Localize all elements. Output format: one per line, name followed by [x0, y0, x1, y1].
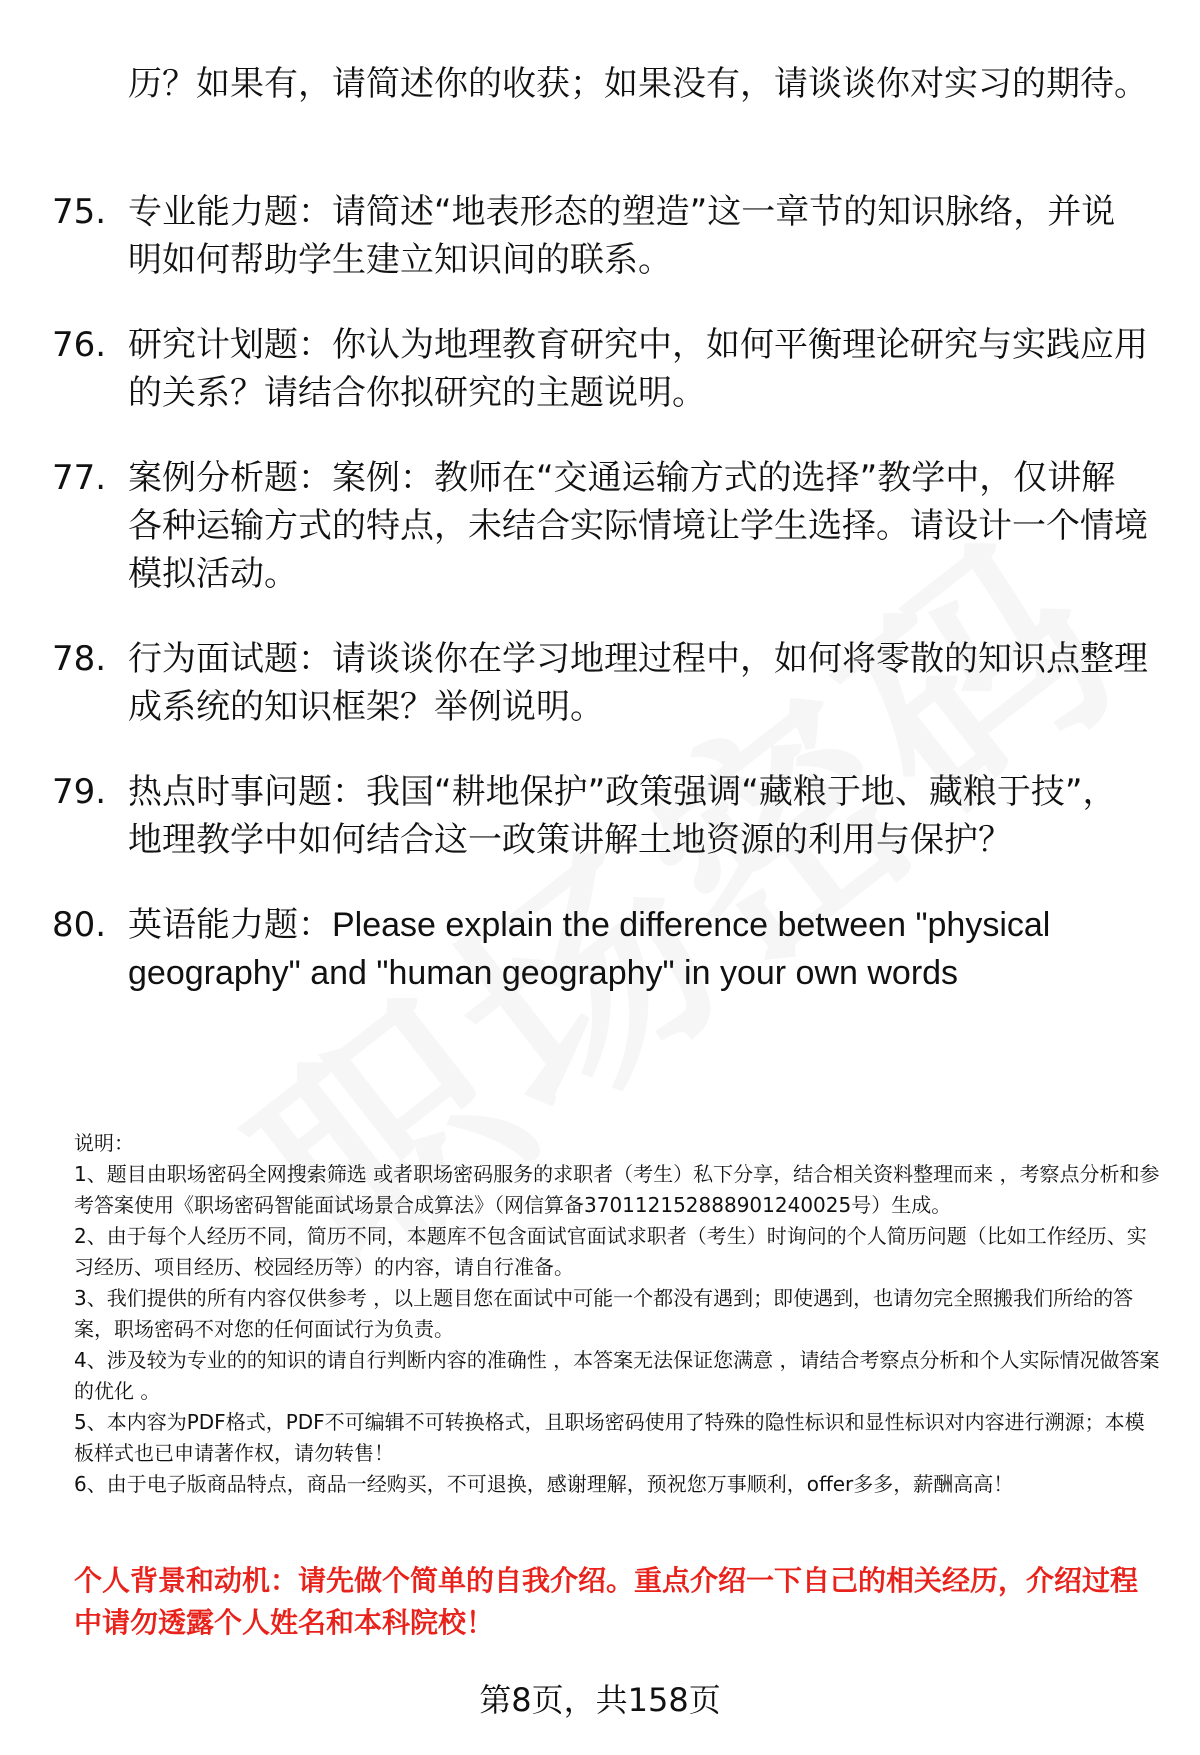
note-item: 1、题目由职场密码全网搜索筛选 或者职场密码服务的求职者（考生）私下分享，结合相关资料整理而来 ，考察点分析和参考答案使用《职场密码智能面试场景合成算法》（网信算备370112152888901240025号）生成。 — [74, 1162, 1160, 1217]
question-text: 专业能力题：请简述“地表形态的塑造”这一章节的知识脉络，并说明如何帮助学生建立知识间的联系。 — [128, 192, 1116, 280]
page-footer — [0, 1678, 1200, 1722]
question-text: 英语能力题：Please explain the difference between "physical geography" and "human geography" in your own words — [128, 906, 1051, 992]
question-item — [52, 768, 1148, 864]
question-item — [52, 188, 1148, 284]
question-item — [52, 901, 1148, 997]
question-number: 75. — [52, 192, 107, 232]
question-text: 行为面试题：请谈谈你在学习地理过程中，如何将零散的知识点整理成系统的知识框架？举例说明。 — [128, 639, 1148, 727]
question-number: 78. — [52, 639, 107, 679]
question-list — [52, 188, 1148, 1034]
note-item: 5、本内容为PDF格式，PDF不可编辑不可转换格式，且职场密码使用了特殊的隐性标识和显性标识对内容进行溯源；本模板样式也已申请著作权，请勿转售！ — [74, 1410, 1145, 1465]
highlight-prompt: 个人背景和动机：请先做个简单的自我介绍。重点介绍一下自己的相关经历，介绍过程中请勿透露个人姓名和本科院校！ — [74, 1564, 1139, 1639]
page-number: 第8页，共158页 — [479, 1681, 721, 1719]
question-text: 案例分析题：案例：教师在“交通运输方式的选择”教学中，仅讲解各种运输方式的特点，未结合实际情境让学生选择。请设计一个情境模拟活动。 — [128, 458, 1148, 594]
question-number: 80. — [52, 905, 107, 945]
question-number: 77. — [52, 458, 107, 498]
question-number: 79. — [52, 772, 107, 812]
question-text: 热点时事问题：我国“耕地保护”政策强调“藏粮于地、藏粮于技”，地理教学中如何结合这一政策讲解土地资源的利用与保护？ — [128, 772, 1117, 860]
question-text: 研究计划题：你认为地理教育研究中，如何平衡理论研究与实践应用的关系？请结合你拟研究的主题说明。 — [128, 325, 1148, 413]
note-item: 4、涉及较为专业的的知识的请自行判断内容的准确性 ，本答案无法保证您满意 ，请结合考察点分析和个人实际情况做答案的优化 。 — [74, 1348, 1160, 1403]
question-item — [52, 454, 1148, 598]
question-continuation: 历？如果有，请简述你的收获；如果没有，请谈谈你对实习的期待。 — [128, 64, 1148, 104]
note-item: 6、由于电子版商品特点，商品一经购买，不可退换，感谢理解，预祝您万事顺利，offer多多，薪酬高高！ — [74, 1472, 1014, 1496]
question-number: 76. — [52, 325, 107, 365]
note-item: 3、我们提供的所有内容仅供参考 ，以上题目您在面试中可能一个都没有遇到；即使遇到，也请勿完全照搬我们所给的答案，职场密码不对您的任何面试行为负责。 — [74, 1286, 1134, 1341]
question-item — [52, 321, 1148, 417]
notes-title: 说明： — [74, 1131, 134, 1155]
question-item — [52, 635, 1148, 731]
note-item: 2、由于每个人经历不同，简历不同，本题库不包含面试官面试求职者（考生）时询问的个人简历问题（比如工作经历、实习经历、项目经历、校园经历等）的内容，请自行准备。 — [74, 1224, 1147, 1279]
notes-section — [74, 1128, 1164, 1500]
